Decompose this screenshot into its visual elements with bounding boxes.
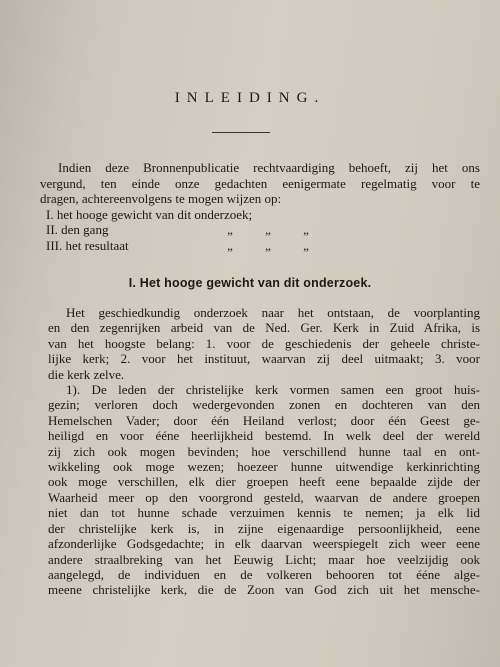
text-line: ook moge verschillen, elk dier groepen heeft eene bepaalde zijde der <box>48 474 480 490</box>
text-line: lijke kerk; 2. voor het instituut, waarvan zij deel uitmaakt; 3. voor <box>48 351 480 367</box>
list-item <box>40 238 480 254</box>
list-item <box>40 207 480 223</box>
text-line: wikkeling ook moge wezen; hoezeer hunne uitwendige kerkinrichting <box>48 459 480 475</box>
ditto-mark: „ <box>265 222 271 237</box>
text-line: heiligd en voor ééne heerlijkheid bestemd. In welk deel der wereld <box>48 428 480 444</box>
intro-line: Indien deze Bronnenpublicatie rechtvaardiging behoeft, zij het ons <box>58 160 480 175</box>
intro-line: vergund, ten einde onze gedachten eenigermate regelmatig voor te <box>40 175 480 191</box>
text-line: 1). De leden der christelijke kerk vormen samen een groot huis- <box>66 382 480 398</box>
text-line: Hemelschen Vader; door één Heiland verlost; door één Geest ge- <box>48 412 480 428</box>
paragraph-2 <box>28 382 480 598</box>
text-line: van het hoogste belang: 1. voor de geschiedenis der geheele christe- <box>48 335 480 351</box>
list-item <box>40 222 480 238</box>
text-line: gezin; verloren doch wedergevonden zonen en dochteren van den <box>48 397 480 413</box>
title-rule <box>212 132 270 133</box>
paragraph-1 <box>28 305 480 382</box>
intro-line: dragen, achtereenvolgens te mogen wijzen op: <box>40 191 282 206</box>
ditto-mark: „ <box>227 237 233 253</box>
ditto-mark: „ <box>227 222 233 237</box>
text-line: Waarheid meer op den voorgrond gesteld, waarvan de andere groepen <box>48 489 480 505</box>
page-title: INLEIDING. <box>174 90 326 106</box>
text-line: der christelijke kerk is, in zijne eigenaardige persoonlijkheid, eene <box>48 520 480 536</box>
text-line: zij zich ook mogen bevinden; hoe verschillend hunne taal en ont- <box>48 443 480 459</box>
intro-section <box>40 160 480 253</box>
intro-list <box>40 207 480 254</box>
text-line: die kerk zelve. <box>48 366 125 382</box>
body-text <box>28 305 480 598</box>
list-item-label: I. het hooge gewicht van dit onderzoek; <box>46 206 253 222</box>
text-line: en den zegenrijken arbeid van de Ned. Ger. Kerk in Zuid Afrika, is <box>48 320 480 336</box>
ditto-mark: „ <box>265 237 271 253</box>
text-line: aangelegd, de individuen en de volkeren behooren tot ééne alge- <box>48 566 480 582</box>
text-line: meene christelijke kerk, die de Zoon van God zich uit het mensche- <box>48 582 480 598</box>
text-line: andere straalbreking van het Eeuwig Licht; maar hoe veelzijdig ook <box>48 551 480 567</box>
ditto-mark: „ <box>303 222 309 237</box>
text-line: afzonderlijke Godsgedachte; in elk daarvan weerspiegelt zich weer eene <box>48 536 480 552</box>
ditto-mark: „ <box>303 237 309 253</box>
text-line: niet dan tot hunne schade verzuimen kennis te nemen; ja elk lid <box>48 505 480 521</box>
list-item-label: III. het resultaat <box>46 237 129 253</box>
text-line: Het geschiedkundig onderzoek naar het ontstaan, de voorplanting <box>66 305 480 320</box>
section-heading: I. Het hooge gewicht van dit onderzoek. <box>128 276 372 290</box>
list-item-label: II. den gang <box>46 222 109 237</box>
